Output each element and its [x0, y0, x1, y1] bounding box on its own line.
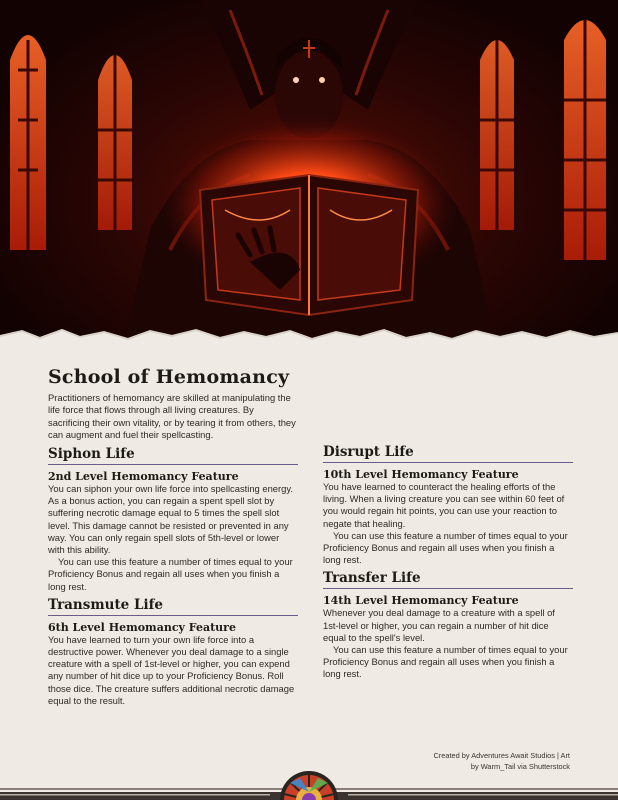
feature-subheading: 14th Level Hemomancy Feature	[323, 594, 519, 608]
window-left-inner	[98, 55, 132, 230]
glowing-eye-left	[293, 77, 299, 83]
intro-paragraph: Practitioners of hemomancy are skilled at manipulating the life force that flows through all living creatures. By sacrificing their own vitality, or by tearing it from others, they can augment and fuel their spellcasting.	[48, 392, 296, 441]
footer-frame	[0, 770, 618, 800]
window-left	[10, 35, 46, 250]
feature-paragraph: You can use this feature a number of times equal to your Proficiency Bonus and regain all uses when you finish a long rest.	[48, 556, 293, 592]
hemomancer-illustration	[0, 0, 618, 362]
art-credit	[350, 751, 570, 772]
feature-paragraph: You have learned to counteract the healing efforts of the living. When a living creature you can see within 60 feet of you would regain hit points, you can use your reaction to negate that healing.	[323, 481, 565, 529]
window-right	[564, 20, 606, 260]
credit-line-2: by Warm_Tail via Shutterstock	[470, 761, 570, 771]
feature-paragraph: Whenever you deal damage to a creature with a spell of 1st-level or higher, you can regain a number of hit dice equal to the spell's level.	[323, 607, 555, 643]
credit-line-1: Created by Adventures Await Studios | Art	[433, 751, 570, 760]
column-right	[323, 444, 573, 685]
section-siphon-life	[48, 446, 298, 593]
section-heading: Siphon Life	[48, 446, 298, 465]
feature-paragraph: You can use this feature a number of times equal to your Proficiency Bonus and regain all uses when you finish a long rest.	[323, 644, 568, 680]
feature-paragraph: You can siphon your own life force into spellcasting energy. As a bonus action, you can regain a spent spell slot by suffering necrotic damage equal to 5 times the spell slot level. This damage cannot be resisted or prevented in any way. You can only regain spell slots of 5th-level or lower with this ability.	[48, 483, 293, 556]
feature-subheading: 6th Level Hemomancy Feature	[48, 620, 236, 634]
feature-paragraph: You have learned to turn your own life force into a destructive power. Whenever you deal damage to a single creature with a spell of 1st-level or higher, you can expend any number of hit dice up to your Proficiency Bonus. Roll those dice. The creature suffers additional necrotic damage equal to the result.	[48, 633, 295, 706]
section-disrupt-life	[323, 444, 573, 566]
glowing-book	[200, 175, 418, 315]
window-right-inner	[480, 40, 514, 230]
column-left	[48, 446, 298, 711]
feature-subheading: 2nd Level Hemomancy Feature	[48, 470, 239, 483]
stained-glass-medallion-icon	[280, 771, 338, 800]
section-transmute-life	[48, 597, 298, 707]
section-heading: Disrupt Life	[323, 444, 573, 463]
glowing-eye-right	[319, 77, 325, 83]
section-transfer-life	[323, 570, 573, 680]
section-heading: Transfer Life	[323, 570, 573, 589]
feature-paragraph: You can use this feature a number of times equal to your Proficiency Bonus and regain all uses when you finish a long rest.	[323, 529, 568, 566]
illustration-svg	[0, 0, 618, 362]
page-title: School of Hemomancy	[48, 366, 290, 388]
section-heading: Transmute Life	[48, 597, 298, 616]
feature-subheading: 10th Level Hemomancy Feature	[323, 468, 519, 481]
